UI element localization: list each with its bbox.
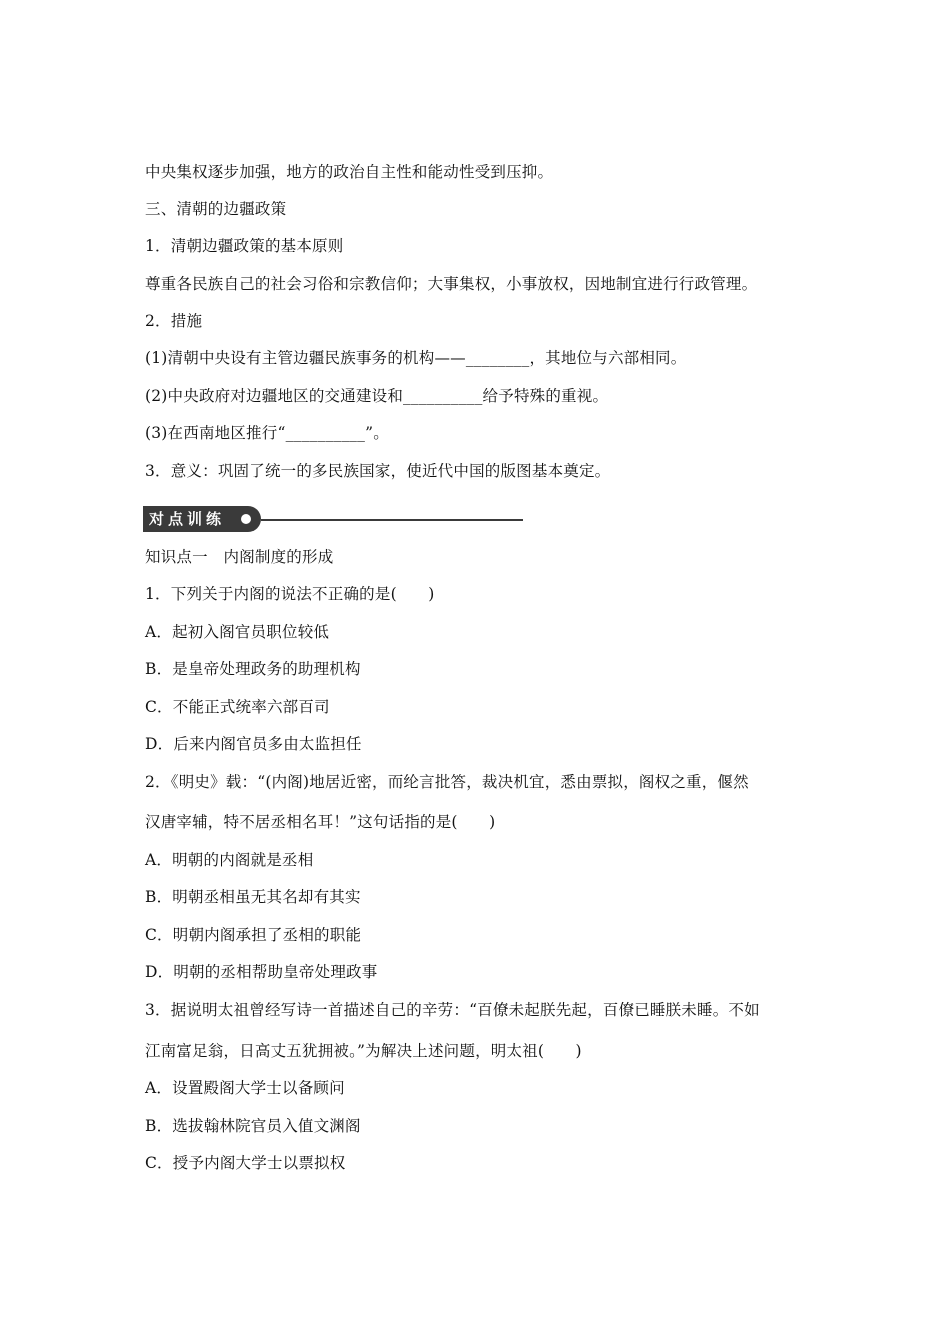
answer-option: B．明朝丞相虽无其名却有其实: [145, 888, 361, 906]
paragraph-text: 尊重各民族自己的社会习俗和宗教信仰；大事集权，小事放权，因地制宜进行行政管理。: [145, 275, 758, 293]
answer-option: D．明朝的丞相帮助皇帝处理政事: [145, 963, 378, 981]
answer-option: C．不能正式统率六部百司: [145, 698, 330, 716]
answer-option: B．是皇帝处理政务的助理机构: [145, 660, 361, 678]
answer-option: A．起初入阁官员职位较低: [145, 623, 330, 641]
section-heading: 三、清朝的边疆政策: [145, 200, 287, 218]
measure-item: (2)中央政府对边疆地区的交通建设和__________给予特殊的重视。: [145, 387, 609, 405]
answer-option: D．后来内阁官员多由太监担任: [145, 735, 362, 753]
paragraph-text: 中央集权逐步加强，地方的政治自主性和能动性受到压抑。: [145, 163, 554, 181]
answer-option: B．选拔翰林院官员入值文渊阁: [145, 1117, 361, 1135]
answer-option: C．明朝内阁承担了丞相的职能: [145, 926, 362, 944]
banner-divider: [261, 519, 523, 521]
question-stem: 江南富足翁，日高丈五犹拥被。”为解决上述问题，明太祖( ): [145, 1042, 582, 1060]
banner-label: 对点训练: [143, 506, 261, 532]
point-title: 3．意义：巩固了统一的多民族国家，使近代中国的版图基本奠定。: [145, 462, 611, 480]
question-stem: 1．下列关于内阁的说法不正确的是( ): [145, 585, 435, 603]
knowledge-point-heading: 知识点一 内阁制度的形成: [145, 548, 334, 566]
question-stem: 汉唐宰辅，特不居丞相名耳！”这句话指的是( ): [145, 813, 496, 831]
question-stem: 3．据说明太祖曾经写诗一首描述自己的辛劳：“百僚未起朕先起，百僚已睡朕未睡。不如: [145, 1001, 760, 1019]
question-stem: 2．《明史》载：“(内阁)地居近密，而纶言批答，裁决机宜，悉由票拟，阁权之重，偃然: [145, 773, 749, 791]
measure-item: (3)在西南地区推行“__________”。: [145, 424, 389, 442]
point-title: 2．措施: [145, 312, 203, 330]
answer-option: A．明朝的内阁就是丞相: [145, 851, 314, 869]
point-title: 1．清朝边疆政策的基本原则: [145, 237, 344, 255]
exercise-banner: [143, 506, 528, 534]
answer-option: C．授予内阁大学士以票拟权: [145, 1154, 346, 1172]
answer-option: A．设置殿阁大学士以备顾问: [145, 1079, 345, 1097]
measure-item: (1)清朝中央设有主管边疆民族事务的机构——________，其地位与六部相同。: [145, 349, 687, 367]
bullet-dot-icon: [241, 514, 251, 524]
